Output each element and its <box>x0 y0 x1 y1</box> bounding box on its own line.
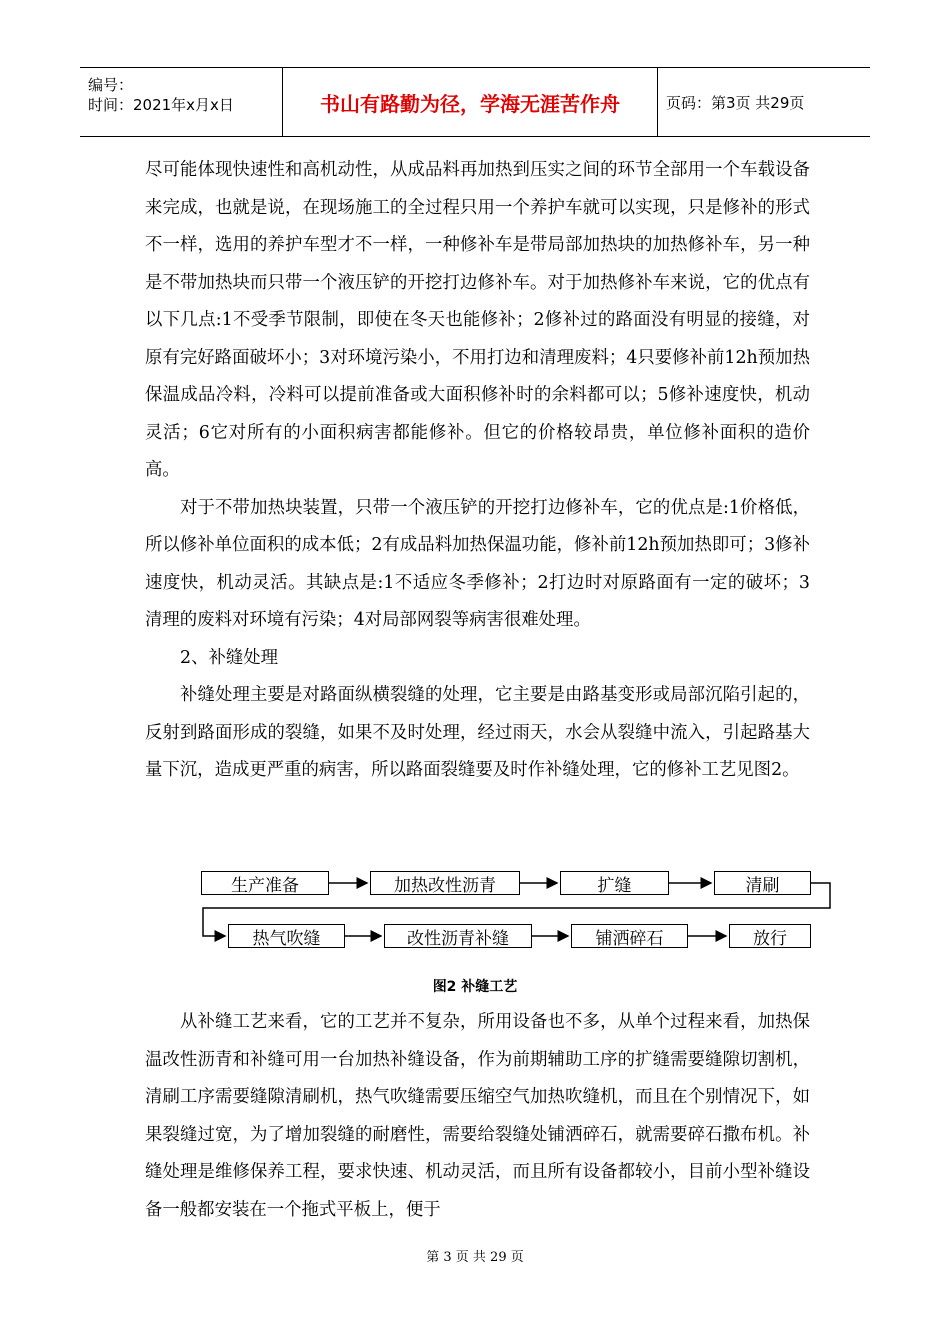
page-footer: 第 3 页 共 29 页 <box>426 1250 524 1265</box>
body-text-2 <box>145 1004 810 1229</box>
flow-step-prepare: 生产准备 <box>201 871 329 895</box>
page-header <box>80 67 870 137</box>
flow-step-gravel: 铺洒碎石 <box>571 924 688 948</box>
date-label: 时间：2021年x月x日 <box>88 96 234 114</box>
header-motto: 书山有路勤为径，学海无涯苦作舟 <box>283 68 658 136</box>
header-meta <box>80 68 283 136</box>
figure-caption: 图2 补缝工艺 <box>432 979 518 995</box>
number-label: 编号： <box>88 76 134 94</box>
paragraph: 尽可能体现快速性和高机动性，从成品料再加热到压实之间的环节全部用一个车载设备来完成，也就是说，在现场施工的全过程只用一个养护车就可以实现，只是修补的形式不一样，选用的养护车型才不一样，一种修补车是带局部加热块的加热修补车，另一种是不带加热块而只带一个液压铲的开挖打边修补车。对于加热修补车来说，它的优点有以下几点:1不受季节限制，即使在冬天也能修补；2修补过的路面没有明显的接缝，对原有完好路面破坏小；3对环境污染小，不用打边和清理废料；4只要修补前12h预加热保温成品冷料，冷料可以提前准备或大面积修补时的余料都可以；5修补速度快，机动灵活；6它对所有的小面积病害都能修补。但它的价格较昂贵，单位修补面积的造价高。 <box>145 160 810 480</box>
body-text <box>145 152 810 790</box>
paragraph: 从补缝工艺来看，它的工艺并不复杂，所用设备也不多，从单个过程来看，加热保温改性沥青和补缝可用一台加热补缝设备，作为前期辅助工序的扩缝需要缝隙切割机，清刷工序需要缝隙清刷机，热气吹缝需要压缩空气加热吹缝机，而且在个别情况下，如果裂缝过宽，为了增加裂缝的耐磨性，需要给裂缝处铺洒碎石，就需要碎石撒布机。补缝处理是维修保养工程，要求快速、机动灵活，而且所有设备都较小，目前小型补缝设备一般都安装在一个拖式平板上，便于 <box>145 1012 810 1220</box>
process-flow-diagram <box>195 866 835 954</box>
flow-step-seal: 改性沥青补缝 <box>384 924 532 948</box>
paragraph: 对于不带加热块装置，只带一个液压铲的开挖打边修补车，它的优点是:1价格低，所以修补单位面积的成本低；2有成品料加热保温功能，修补前12h预加热即可；3修补速度快，机动灵活。其缺点是:1不适应冬季修补；2打边时对原路面有一定的破坏；3清理的废料对环境有污染；4对局部网裂等病害很难处理。 <box>145 497 810 630</box>
flow-step-release: 放行 <box>729 924 811 948</box>
flow-step-brush: 清刷 <box>714 871 811 895</box>
header-page-info: 页码：第3页 共29页 <box>666 93 805 112</box>
section-heading: 2、补缝处理 <box>180 647 279 668</box>
flow-step-hot-air: 热气吹缝 <box>228 924 345 948</box>
flow-step-heat-asphalt: 加热改性沥青 <box>370 871 520 895</box>
paragraph: 补缝处理主要是对路面纵横裂缝的处理，它主要是由路基变形或局部沉陷引起的，反射到路面形成的裂缝，如果不及时处理，经过雨天，水会从裂缝中流入，引起路基大量下沉，造成更严重的病害，所以路面裂缝要及时作补缝处理，它的修补工艺见图2。 <box>145 685 810 780</box>
flow-step-widen: 扩缝 <box>560 871 669 895</box>
